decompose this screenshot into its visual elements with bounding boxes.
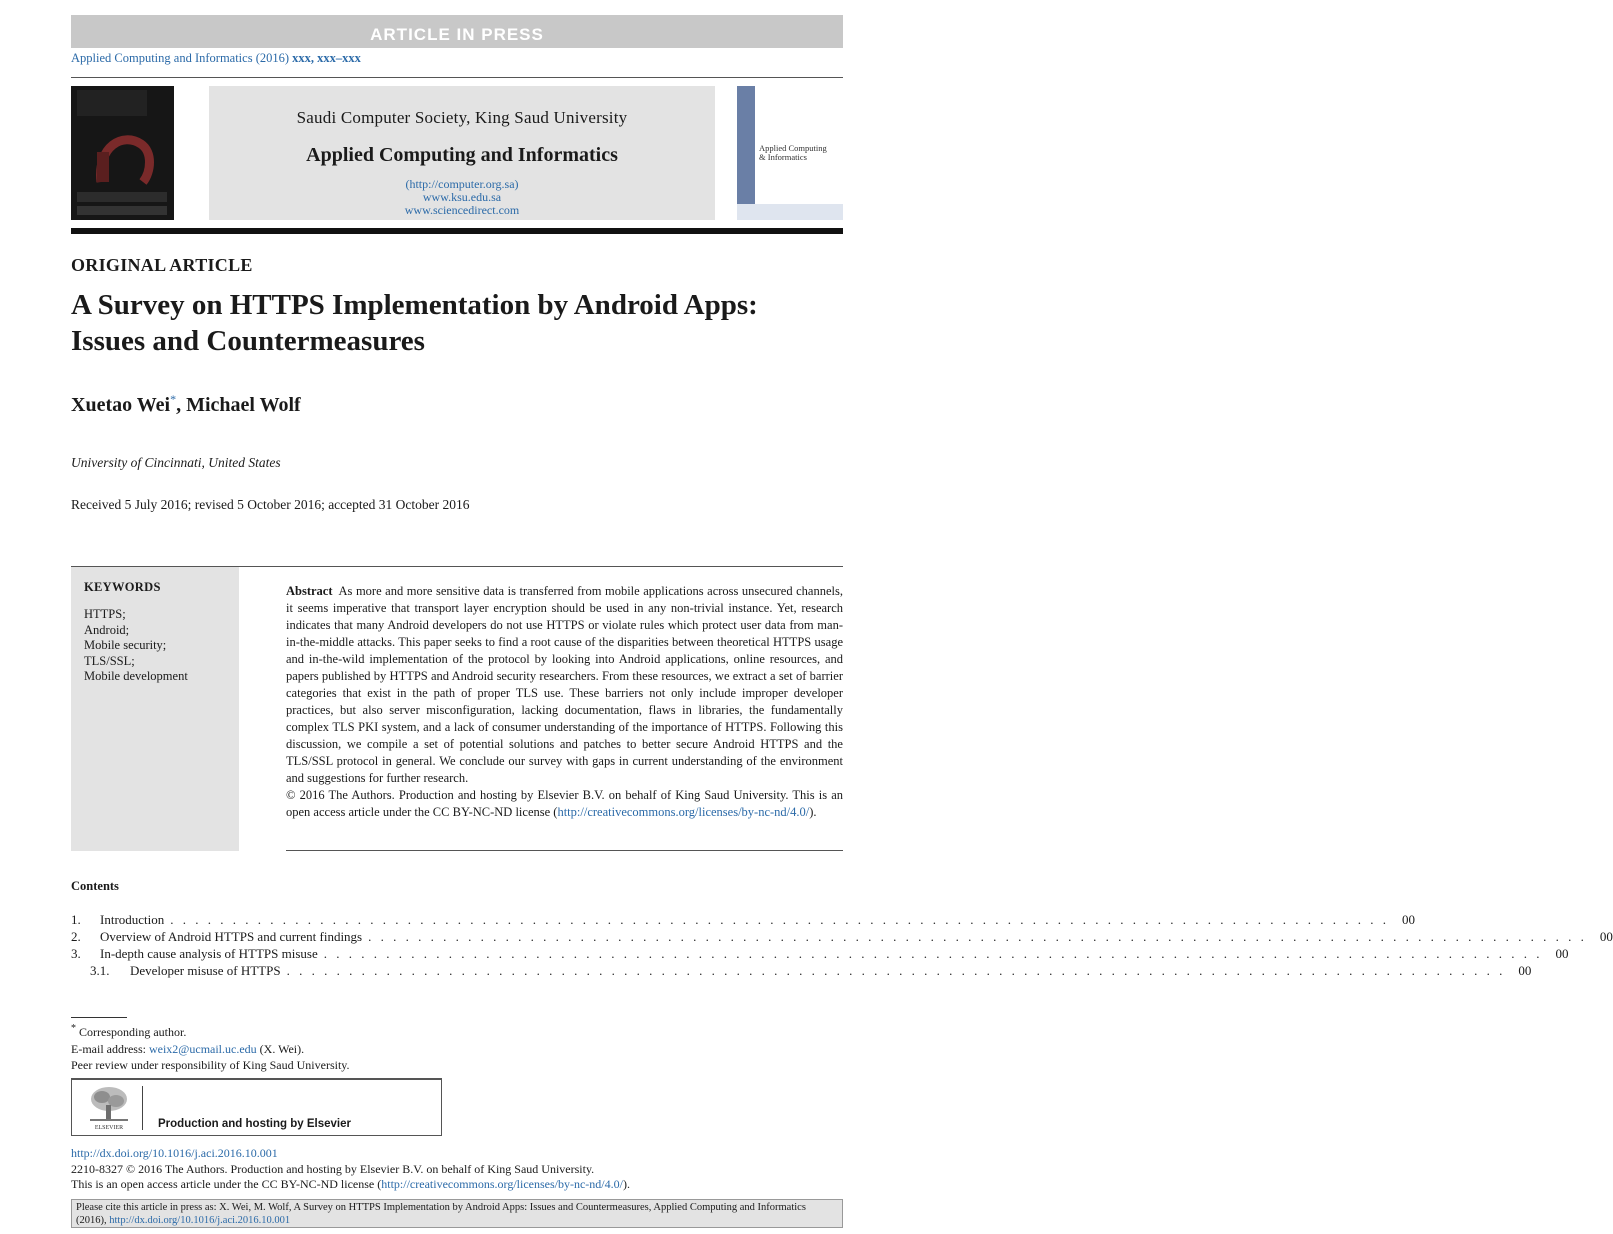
cite-this-article-box	[71, 1199, 843, 1228]
author-rest: , Michael Wolf	[176, 394, 301, 416]
journal-links	[209, 178, 715, 217]
received-dates: Received 5 July 2016; revised 5 October 2016; accepted 31 October 2016	[71, 497, 470, 512]
link-computer-org[interactable]: (http://computer.org.sa)	[405, 177, 519, 191]
keyword-item: Android;	[84, 622, 130, 637]
saudi-computer-society-logo	[71, 86, 174, 220]
keywords-box	[71, 567, 239, 851]
toc-entry[interactable]: 1. Introduction . . . . . . . . . . . . . . . . . . . . . . . . . . . . . . . . . . . . . . . . . . . . . . . . . . . . . . . . . . . . . . . . . . . . . . . . . . . . . . . . . . . . . . . . . . . . . . . . . . 00	[71, 912, 1416, 927]
cite-text: Please cite this article in press as: X. Wei, M. Wolf, A Survey on HTTPS Implementation by Android Apps: Issues and Countermeasures, Applied Computing and Informatics (2016),	[76, 1202, 806, 1226]
article-type: ORIGINAL ARTICLE	[71, 255, 253, 275]
paper-title: A Survey on HTTPS Implementation by Android Apps: Issues and Countermeasures	[71, 289, 758, 357]
cover-title: Applied Computing & Informatics	[759, 143, 827, 162]
elsevier-production-box	[71, 1078, 442, 1136]
license-link[interactable]: http://creativecommons.org/licenses/by-nc-nd/4.0/	[381, 1177, 623, 1191]
doi-link[interactable]: http://dx.doi.org/10.1016/j.aci.2016.10.001	[71, 1146, 278, 1160]
journal-cover-thumbnail	[737, 86, 843, 220]
toc-entry[interactable]: 3. In-depth cause analysis of HTTPS misuse . . . . . . . . . . . . . . . . . . . . . . . . . . . . . . . . . . . . . . . . . . . . . . . . . . . . . . . . . . . . . . . . . . . . . . . . . . . . . . . . . . . . . . . . . . . . . . . . . . 00	[71, 946, 1569, 961]
toc-entry[interactable]: 2. Overview of Android HTTPS and current findings . . . . . . . . . . . . . . . . . . . . . . . . . . . . . . . . . . . . . . . . . . . . . . . . . . . . . . . . . . . . . . . . . . . . . . . . . . . . . . . . . . . . . . . . . . . . . . . . . . 00	[71, 929, 1613, 944]
article-bottom-info	[71, 1146, 630, 1193]
abstract-label: Abstract	[286, 584, 333, 598]
header-thick-rule	[71, 228, 843, 234]
corresponding-note: * Corresponding author.	[71, 1023, 187, 1039]
abstract-bottom-rule	[286, 850, 843, 851]
author-email-link[interactable]: weix2@ucmail.uc.edu	[148, 1041, 257, 1056]
abstract-license-link[interactable]: http://creativecommons.org/licenses/by-nc-nd/4.0/	[557, 805, 810, 819]
keywords-heading: KEYWORDS	[84, 580, 161, 594]
peer-review-note: Peer review under responsibility of King Saud University.	[71, 1058, 350, 1072]
table-of-contents	[71, 912, 1613, 980]
article-in-press-banner: ARTICLE IN PRESS	[71, 15, 843, 48]
elsevier-production-text: Production and hosting by Elsevier	[158, 1118, 351, 1130]
keyword-item: TLS/SSL;	[84, 653, 135, 668]
footnote-rule	[71, 1017, 127, 1018]
email-note: E-mail address: weix2@ucmail.uc.edu (X. Wei).	[71, 1041, 305, 1056]
header-rule	[71, 77, 843, 78]
link-sciencedirect[interactable]: www.sciencedirect.com	[404, 203, 520, 217]
contents-heading: Contents	[71, 879, 119, 893]
license-line: This is an open access article under the CC BY-NC-ND license (http://creativecommons.org/licenses/by-nc-nd/4.0/).	[71, 1177, 630, 1191]
author-first: Xuetao Wei	[71, 394, 171, 416]
toc-entry[interactable]: 3.1. Developer misuse of HTTPS . . . . . . . . . . . . . . . . . . . . . . . . . . . . . . . . . . . . . . . . . . . . . . . . . . . . . . . . . . . . . . . . . . . . . . . . . . . . . . . . . . . . . . . . . . . . . . . . . . 00	[90, 963, 1532, 978]
abstract	[286, 583, 843, 821]
journal-citation[interactable]	[71, 51, 361, 66]
link-ksu[interactable]: www.ksu.edu.sa	[422, 190, 502, 204]
footnotes	[71, 1021, 350, 1074]
journal-header-box	[209, 86, 715, 220]
toc-leader: . . . . . . . . . . . . . . . . . . . . . . . . . . . . . . . . . . . . . . . . . . . . . . . . . . . . . . . . . . . . . . . . . . . . . . . . . . . . . . . . . . . . . . . . . . . . . . . . . .	[170, 912, 1390, 927]
keyword-item: Mobile development	[84, 669, 188, 683]
toc-leader: . . . . . . . . . . . . . . . . . . . . . . . . . . . . . . . . . . . . . . . . . . . . . . . . . . . . . . . . . . . . . . . . . . . . . . . . . . . . . . . . . . . . . . . . . . . . . . . . . .	[368, 929, 1587, 944]
keyword-item: HTTPS;	[84, 607, 126, 621]
issn-copyright: 2210-8327 © 2016 The Authors. Production and hosting by Elsevier B.V. on behalf of King Saud University.	[71, 1161, 595, 1176]
author-list	[71, 392, 301, 417]
elsevier-tree-logo-icon	[82, 1085, 136, 1131]
journal-name: Applied Computing and Informatics	[306, 144, 618, 166]
affiliation: University of Cincinnati, United States	[71, 455, 281, 470]
toc-leader: . . . . . . . . . . . . . . . . . . . . . . . . . . . . . . . . . . . . . . . . . . . . . . . . . . . . . . . . . . . . . . . . . . . . . . . . . . . . . . . . . . . . . . . . . . . . . . . . . .	[286, 963, 1506, 978]
keyword-item: Mobile security;	[84, 638, 167, 652]
abstract-text: As more and more sensitive data is transferred from mobile applications across unsecured channels, it seems imperative that transport layer encryption should be used in any non-trivial instance. Yet, research indicates that many Android developers do not use HTTPS or violate rules which protect user data from man-in-the-middle attacks. This paper seeks to find a root cause of the disparities between theoretical HTTPS usage and in-the-wild implementation of the protocol by looking into Android applications, online resources, and papers published by HTTPS and Android security researchers. From these resources, we extract a set of barrier categories that exist in the path of proper TLS use. These barriers not only include improper developer practices, but also server misconfiguration, lacking documentation, flaws in libraries, the fundamentally complex TLS PKI system, and a lack of consumer understanding of the importance of HTTPS. Following this discussion, we compile a set of potential solutions and patches to better secure Android HTTPS and the TLS/SSL protocol in general. We conclude our survey with gaps in current understanding of the environment and suggestions for further research.	[286, 584, 843, 785]
elsevier-logo-word: ELSEVIER	[94, 1125, 124, 1131]
abstract-license: © 2016 The Authors. Production and hosting by Elsevier B.V. on behalf of King Saud University. This is an open access article under the CC BY-NC-ND license (http://creativecommons.org/licenses/by-nc-nd/4.0/).	[286, 788, 843, 819]
toc-leader: . . . . . . . . . . . . . . . . . . . . . . . . . . . . . . . . . . . . . . . . . . . . . . . . . . . . . . . . . . . . . . . . . . . . . . . . . . . . . . . . . . . . . . . . . . . . . . . . . .	[323, 946, 1543, 961]
journal-citation-text: Applied Computing and Informatics (2016)	[71, 51, 293, 65]
journal-citation-pages: xxx, xxx–xxx	[292, 51, 361, 65]
society-name: Saudi Computer Society, King Saud University	[296, 108, 628, 127]
corresponding-mark[interactable]: *	[170, 392, 177, 406]
society-emblem-icon	[71, 86, 174, 220]
cite-doi-link[interactable]: http://dx.doi.org/10.1016/j.aci.2016.10.001	[109, 1214, 291, 1226]
